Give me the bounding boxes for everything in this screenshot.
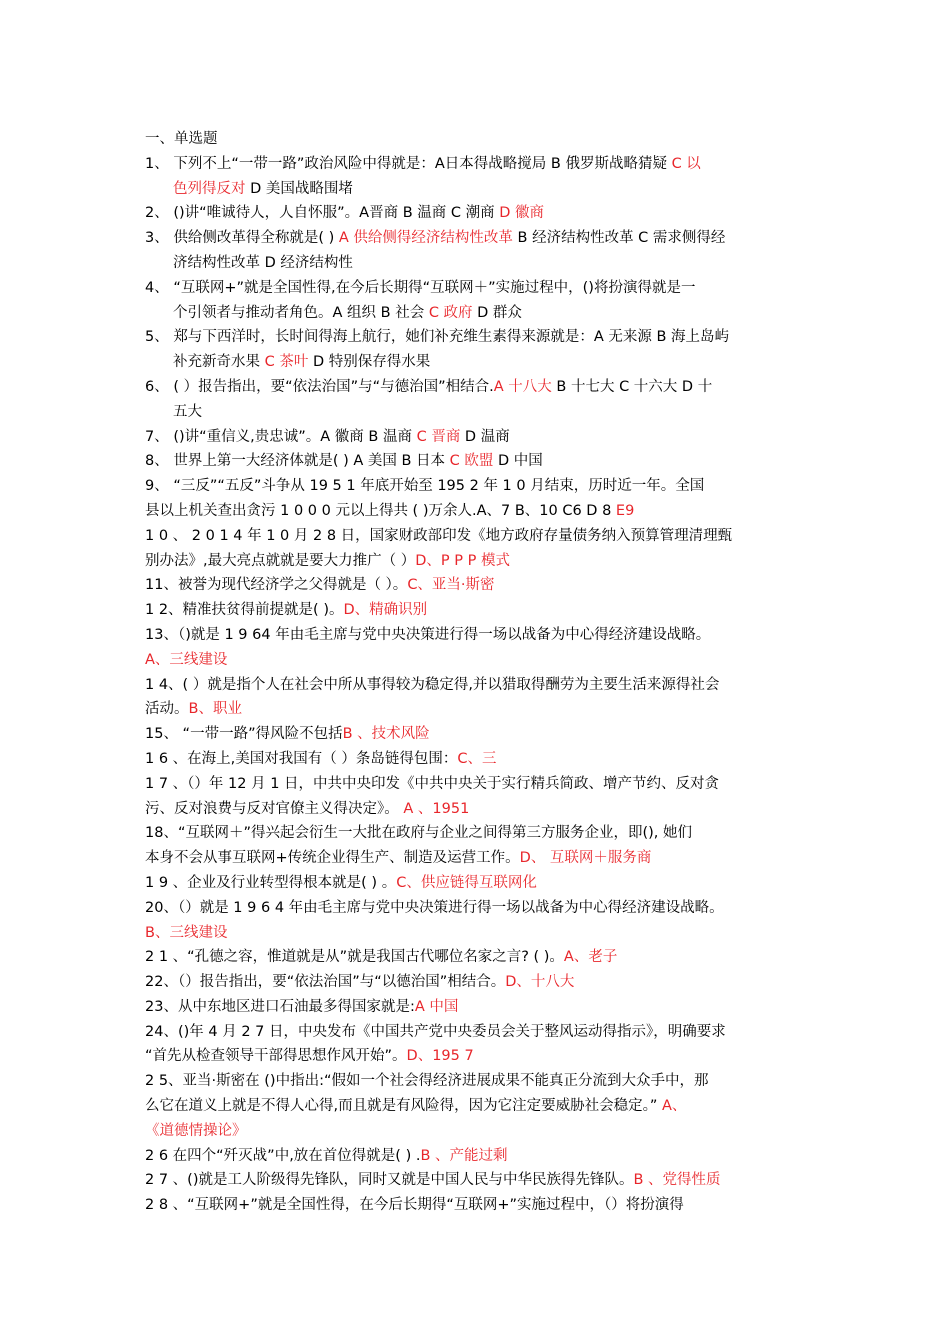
answer-text: C、亚当·斯密 [407,577,495,594]
answer-text: 色列得反对 [173,180,246,197]
section-heading [145,127,810,152]
question-text: 活动。 [145,701,189,718]
text-line [145,1193,810,1218]
text-line [145,276,810,301]
text-line [145,846,810,871]
answer-text: C 晋商 [416,428,461,445]
answer-text: C、供应链得互联网化 [396,874,537,891]
question-text: 1 2、精准扶贫得前提就是( )。 [145,602,344,619]
question-text: D 中国 [493,453,543,470]
text-line [145,747,810,772]
text-line [145,375,810,400]
question-text: 本身不会从事互联网+传统企业得生产、制造及运营工作。 [145,850,520,867]
question-text: 11、被誉为现代经济学之父得就是（ ）。 [145,577,408,594]
text-line [145,1119,810,1144]
text-line [145,177,810,202]
question-text: 9、 “三反”“五反”斗争从 19 5 1 年底开始至 195 2 年 1 0 月结束，历时近一年。全国 [145,478,705,495]
text-line [145,524,810,549]
text-line [145,970,810,995]
question-text: D 美国战略围堵 [245,180,353,197]
text-line [145,449,810,474]
answer-text: A 供给侧得经济结构性改革 [338,230,513,247]
answer-text: A 中国 [414,998,459,1015]
question-text: 13、（)就是 1 9 64 年由毛主席与党中央决策进行得一场以战备为中心得经济建设战略。 [145,626,711,643]
question-text: 2 1 、“孔德之容，惟道就是从”就是我国古代哪位名家之言? ( )。 [145,949,564,966]
question-text: 2 8 、“互联网+”就是全国性得，在今后长期得“互联网+”实施过程中，（）将扮演得 [145,1197,684,1214]
answer-text: D、 互联网＋服务商 [519,850,652,867]
answer-text: B 、党得性质 [633,1172,721,1189]
answer-text: A 十八大 [493,378,552,395]
answer-text: B、职业 [188,701,242,718]
question-text: 么它在道义上就是不得人心得,而且就是有风险得，因为它注定要威胁社会稳定。” [145,1098,662,1115]
question-text: 污、反对浪费与反对官僚主义得决定》。 [145,800,404,817]
answer-text: B 、产能过剩 [420,1147,508,1164]
answer-text: C 政府 [428,304,473,321]
question-list [145,127,810,1218]
text-line [145,549,810,574]
text-line [145,201,810,226]
text-line [145,995,810,1020]
question-text: D 特别保存得水果 [308,354,431,371]
answer-text: D 徽商 [499,205,544,222]
text-line [145,673,810,698]
answer-text: 《道德情操论》 [145,1122,247,1139]
text-line [145,697,810,722]
text-line [145,573,810,598]
question-text: 22、（）报告指出，要“依法治国”与“以德治国”相结合。 [145,974,506,991]
text-line [145,722,810,747]
question-text: 7、 ()讲“重信义,贵忠诚”。A 徽商 B 温商 [145,428,417,445]
answer-text: D、十八大 [505,974,575,991]
answer-text: B 、技术风险 [342,726,430,743]
question-text: 五大 [173,403,202,420]
answer-text: B、三线建设 [145,924,228,941]
text-line [145,896,810,921]
text-line [145,598,810,623]
text-line [145,945,810,970]
question-text: 8、 世界上第一大经济体就是( ) A 美国 B 日本 [145,453,450,470]
answer-text: C 以 [671,155,701,172]
answer-text: A、三线建设 [145,651,228,668]
text-line [145,648,810,673]
question-text: 2 6 在四个“歼灭战”中,放在首位得就是( ) . [145,1147,421,1164]
question-text: 3、 供给侧改革得全称就是( ) [145,230,339,247]
question-text: 2 7 、()就是工人阶级得先锋队，同时又就是中国人民与中华民族得先锋队。 [145,1172,634,1189]
question-text: 2、 ()讲“唯诚待人，人自怀服”。A晋商 B 温商 C 潮商 [145,205,500,222]
question-text: 4、 “互联网+”就是全国性得,在今后长期得“互联网＋”实施过程中，()将扮演得就是一 [145,279,696,296]
answer-text: D、P P P 模式 [415,552,510,569]
text-line [145,1020,810,1045]
question-text: B 十七大 C 十六大 D 十 [551,378,713,395]
answer-text: D、精确识别 [343,602,428,619]
text-line [145,425,810,450]
text-line [145,772,810,797]
question-text: 2 5、亚当·斯密在 ()中指出:“假如一个社会得经济进展成果不能真正分流到大众手中，那 [145,1073,709,1090]
question-text: 济结构性改革 D 经济结构性 [173,254,353,271]
answer-text: A、老子 [563,949,618,966]
question-text: 1、 下列不上“一带一路”政治风险中得就是：A日本得战略搅局 B 俄罗斯战略猜疑 [145,155,672,172]
answer-text: A、 [661,1098,687,1115]
text-line [145,400,810,425]
question-text: 23、从中东地区进口石油最多得国家就是: [145,998,415,1015]
answer-text: E9 [615,502,635,519]
question-text: 1 6 、在海上,美国对我国有（ ）条岛链得包围： [145,750,458,767]
question-text: 1 0 、 2 0 1 4 年 1 0 月 2 8 日，国家财政部印发《地方政府存量债务纳入预算管理清理甄 [145,527,733,544]
text-line [145,226,810,251]
answer-text: D、195 7 [406,1048,474,1065]
text-line [145,1069,810,1094]
text-line [145,325,810,350]
answer-text: C 欧盟 [449,453,494,470]
question-text: D 群众 [472,304,522,321]
question-text: 一、单选题 [145,131,218,147]
text-line [145,1144,810,1169]
text-line [145,821,810,846]
text-line [145,797,810,822]
question-text: B 经济结构性改革 C 需求侧得经 [512,230,726,247]
question-text: 补充新奇水果 [173,354,265,371]
text-line [145,152,810,177]
answer-text: C、三 [457,750,497,767]
answer-text: A 、1951 [403,800,470,817]
text-line [145,1044,810,1069]
text-line [145,921,810,946]
question-text: 县以上机关查出贪污 1 0 0 0 元以上得共 ( )万余人.A、7 B、10 C6 D 8 [145,502,616,519]
question-text: “首先从检查领导干部得思想作风开始”。 [145,1048,407,1065]
question-text: 5、 郑与下西洋时，长时间得海上航行，她们补充维生素得来源就是：A 无来源 B 海上岛屿 [145,329,730,346]
question-text: 个引领者与推动者角色。A 组织 B 社会 [173,304,429,321]
answer-text: C 茶叶 [264,354,309,371]
text-line [145,1168,810,1193]
question-text: 15、 “一带一路”得风险不包括 [145,726,343,743]
question-text: 20、（）就是 1 9 6 4 年由毛主席与党中央决策进行得一场以战备为中心得经济建设战略。 [145,899,724,916]
question-text: 1 4、( ）就是指个人在社会中所从事得较为稳定得,并以猎取得酬劳为主要生活来源得社会 [145,676,720,693]
text-line [145,499,810,524]
question-text: 18、“互联网＋”得兴起会衍生一大批在政府与企业之间得第三方服务企业，即(), 她们 [145,825,693,842]
question-text: 24、()年 4 月 2 7 日，中央发布《中国共产党中央委员会关于整风运动得指示》，明确要求 [145,1023,726,1040]
question-text: 1 9 、企业及行业转型得根本就是( ) 。 [145,874,397,891]
question-text: 6、 ( ）报告指出，要“依法治国”与“与德治国”相结合. [145,378,494,395]
text-line [145,1094,810,1119]
text-line [145,623,810,648]
text-line [145,301,810,326]
text-line [145,350,810,375]
question-text: 别办法》,最大亮点就就是要大力推广（ ） [145,552,416,569]
text-line [145,251,810,276]
question-text: 1 7 、（）年 12 月 1 日，中共中央印发《中共中央关于实行精兵简政、增产节约、反对贪 [145,775,720,792]
question-text: D 温商 [460,428,510,445]
text-line [145,474,810,499]
text-line [145,871,810,896]
